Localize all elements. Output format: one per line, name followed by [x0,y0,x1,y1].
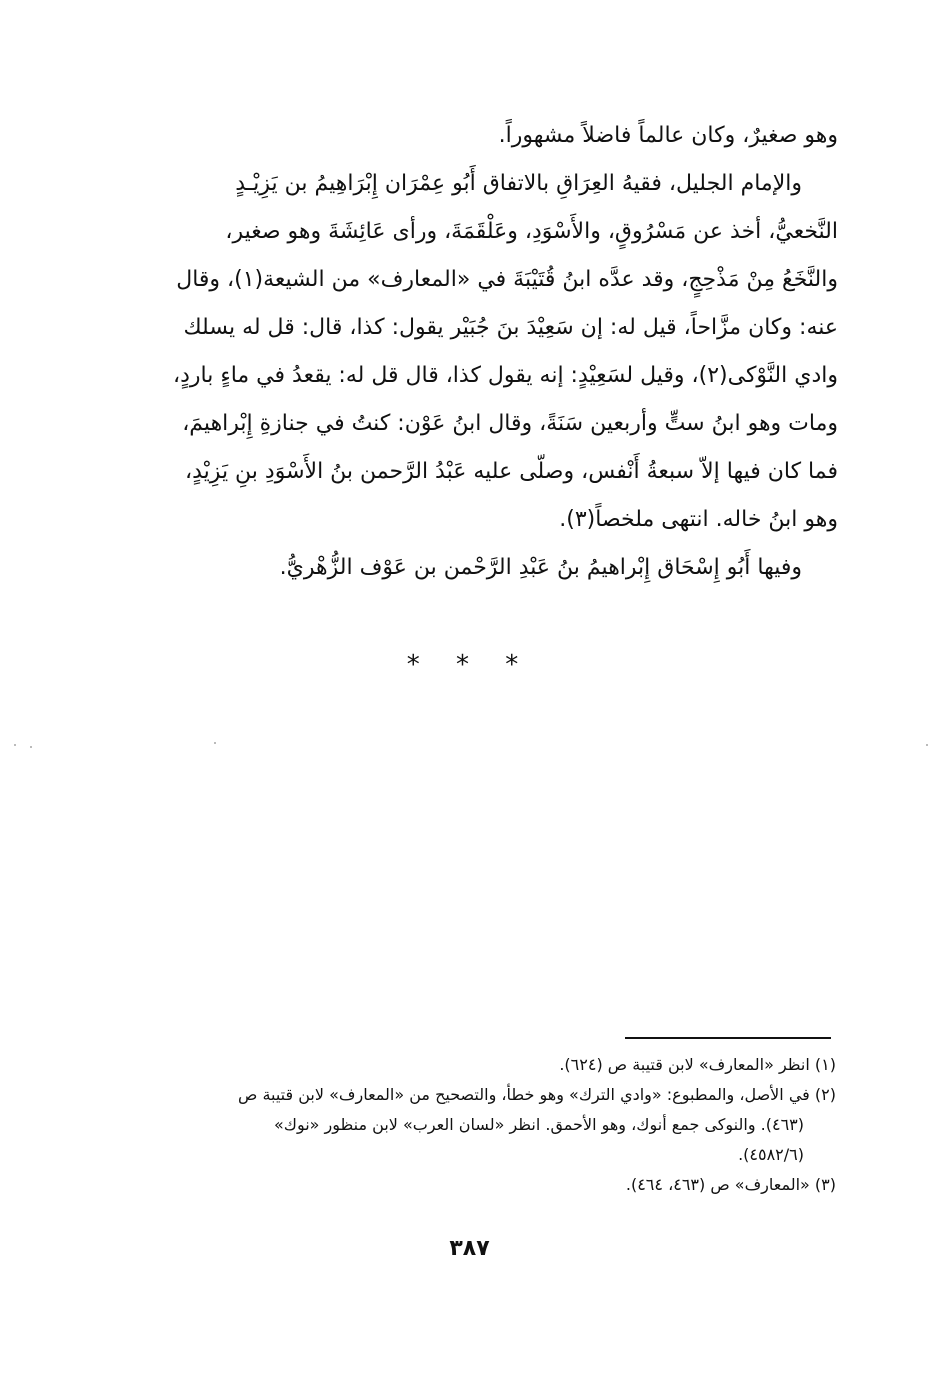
footnote-divider [625,1037,831,1039]
footnote-2-continued: (٤٥٨٢/٦). [738,1145,804,1164]
main-text [118,112,838,592]
footnote-1: (١) انظر «المعارف» لابن قتيبة ص (٦٢٤). [559,1055,836,1074]
scan-speck [214,742,216,744]
text-line: ومات وهو ابنُ ستٍّ وأربعين سَنَةً، وقال ابنُ عَوْن: كنتُ في جنازةِ إِبْراهيمَ، [182,411,838,436]
text-line: والنَّخَعُ مِنْ مَذْحِجٍ، وقد عدَّه ابنُ قُتَيْبَةَ في «المعارف» من الشيعة(١)، وقال [176,267,838,292]
text-line: وادي النَّوْكى(٢)، وقيل لسَعِيْدٍ: إنه يقول كذا، قال قل له: يقعدُ في ماءٍ باردٍ، [173,363,838,388]
footnotes [110,1050,836,1200]
footnote-2: (٢) في الأصل، والمطبوع: «وادي الترك» وهو خطأ، والتصحيح من «المعارف» لابن قتيبة ص [238,1085,836,1104]
text-line: وفيها أَبُو إِسْحَاق إِبْراهيمُ بنُ عَبْدِ الرَّحْمن بن عَوْف الزُّهْريُّ. [279,555,802,580]
text-line: والإمام الجليل، فقيهُ العِرَاقِ بالاتفاق أَبُو عِمْرَان إِبْرَاهِيمُ بن يَزِيْـدٍ [235,171,802,196]
scan-speck [926,744,928,746]
scan-speck [30,746,32,748]
text-line: فما كان فيها إلاّ سبعةُ أَنْفس، وصلّى عليه عَبْدُ الرَّحمن بنُ الأَسْوَدِ بنِ يَزِيْدٍ، [185,459,838,484]
section-separator: * * * [406,650,533,680]
footnote-2-continued: (٤٦٣). والنوكى جمع أنوك، وهو الأحمق. انظر «لسان العرب» لابن منظور «نوك» [273,1115,804,1134]
text-line: وهو ابنُ خاله. انتهى ملخصاً(٣). [559,507,838,532]
text-line: وهو صغيرٌ، وكان عالماً فاضلاً مشهوراً. [498,123,838,148]
page-number: ٣٨٧ [449,1236,490,1261]
footnote-3: (٣) «المعارف» ص (٤٦٣، ٤٦٤). [625,1175,836,1194]
text-line: عنه: وكان مزَّاحاً، قيل له: إن سَعِيْدَ بنَ جُبَيْر يقول: كذا، قال: قل له يسلك [183,315,838,340]
text-line: النَّخعيُّ، أخذ عن مَسْرُوقٍ، والأَسْوَدِ، وعَلْقَمَةَ، ورأى عَائِشَةَ وهو صغير، [225,219,838,244]
scan-speck [14,744,16,746]
